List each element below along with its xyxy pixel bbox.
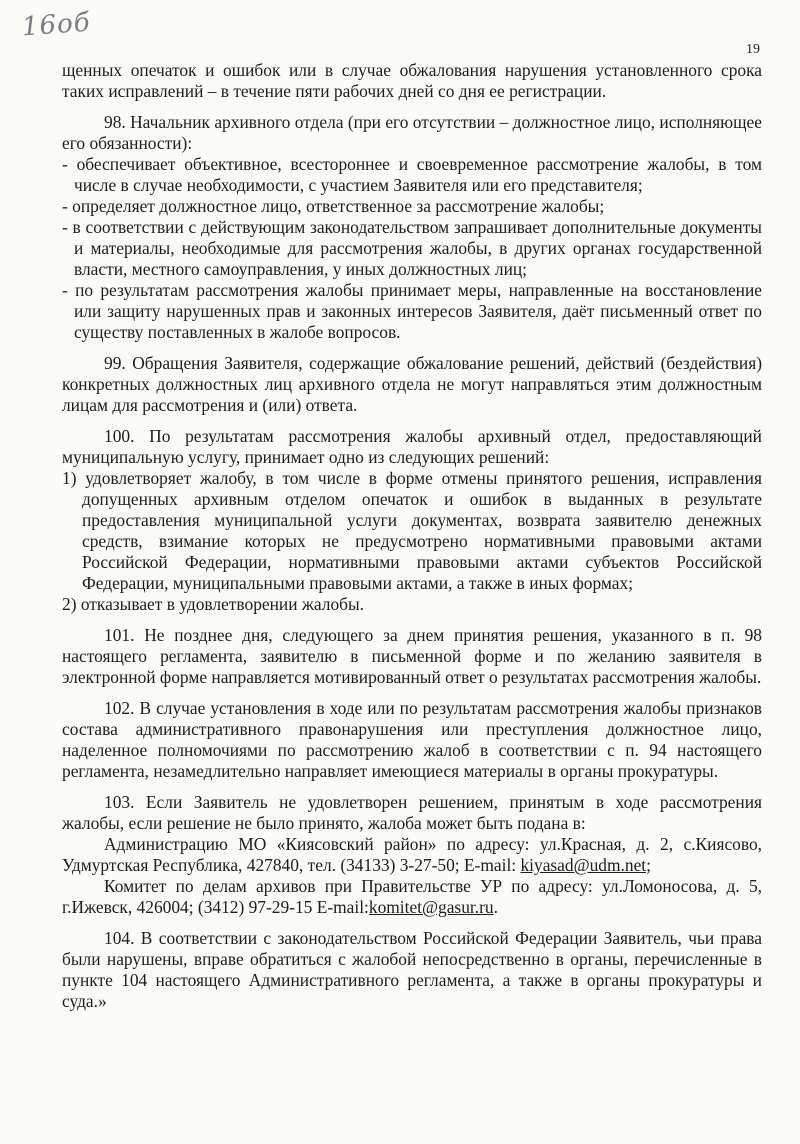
paragraph-98-item: - обеспечивает объективное, всестороннее и своевременное рассмотрение жалобы, в том числе в случае необходимости, с участием Заявителя или его представителя;: [62, 154, 762, 195]
paragraph-101: 101. Не позднее дня, следующего за днем принятия решения, указанного в п. 98 настоящего регламента, заявителю в письменной форме и по желанию заявителя в электронной форме направляется мотивированный ответ о результатах рассмотрения жалобы.: [62, 625, 762, 687]
paragraph-100-item: 2) отказывает в удовлетворении жалобы.: [62, 594, 365, 614]
paragraph-102: 102. В случае установления в ходе или по результатам рассмотрения жалобы признаков состава административного правонарушения или преступления должностное лицо, наделенное полномочиями по рассмотрению жалоб в соответствии с п. 94 настоящего регламента, незамедлительно направляет имеющиеся материалы в органы прокуратуры.: [62, 698, 762, 781]
paragraph-continuation: щенных опечаток и ошибок или в случае обжалования нарушения установленного срока таких исправлений – в течение пяти рабочих дней со дня ее регистрации.: [62, 60, 762, 101]
address-administration-tail: ;: [646, 855, 651, 875]
paragraph-98-item: - по результатам рассмотрения жалобы принимает меры, направленные на восстановление или защиту нарушенных прав и законных интересов Заявителя, даёт письменный ответ по существу поставленных в жалобе вопросов.: [62, 280, 762, 342]
address-archives-committee: [62, 876, 762, 918]
address-archives-committee-tail: .: [493, 897, 498, 917]
paragraph-98-intro: 98. Начальник архивного отдела (при его отсутствии – должностное лицо, исполняющее его обязанности):: [62, 112, 762, 153]
paragraph-99: 99. Обращения Заявителя, содержащие обжалование решений, действий (бездействия) конкретных должностных лиц архивного отдела не могут направляться этим должностным лицам для рассмотрения и (или) ответа.: [62, 353, 762, 415]
email-link-kiyasad[interactable]: kiyasad@udm.net: [520, 855, 647, 875]
paragraph-98-item: - в соответствии с действующим законодательством запрашивает дополнительные документы и материалы, необходимые для рассмотрения жалобы, в других органах государственной власти, местного самоуправления, у иных должностных лиц;: [62, 217, 762, 279]
paragraph-103: 103. Если Заявитель не удовлетворен решением, принятым в ходе рассмотрения жалобы, если решение не было принято, жалоба может быть подана в:: [62, 792, 762, 833]
paragraph-100-intro: 100. По результатам рассмотрения жалобы архивный отдел, предоставляющий муниципальную услугу, принимает одно из следующих решений:: [62, 426, 762, 467]
document-body: [62, 60, 762, 1012]
paragraph-100-item: 1) удовлетворяет жалобу, в том числе в форме отмены принятого решения, исправления допущенных архивным отделом опечаток и ошибок в выданных в результате предоставления муниципальной услуги документах, возврата заявителю денежных средств, взимание которых не предусмотрено нормативными правовыми актами Российской Федерации, нормативными правовыми актами субъектов Российской Федерации, муниципальными правовыми актами, а также в иных формах;: [62, 468, 762, 593]
email-link-komitet[interactable]: komitet@gasur.ru: [368, 897, 494, 917]
address-administration: [62, 834, 762, 876]
paragraph-98-item: - определяет должностное лицо, ответственное за рассмотрение жалобы;: [62, 196, 605, 216]
address-administration-text: Администрацию МО «Киясовский район» по адресу: ул.Красная, д. 2, с.Киясово, Удмуртская Республика, 427840, тел. (34133) 3-27-50; E-mail:: [62, 834, 762, 875]
handwritten-page-note: 16об: [21, 7, 92, 43]
paragraph-104: 104. В соответствии с законодательством Российской Федерации Заявитель, чьи права были нарушены, вправе обратиться с жалобой непосредственно в органы, перечисленные в пункте 104 настоящего Административного регламента, а также в органы прокуратуры и суда.»: [62, 928, 762, 1011]
address-archives-committee-text: Комитет по делам архивов при Правительстве УР по адресу: ул.Ломоносова, д. 5, г.Ижевск, 426004; (3412) 97-29-15 E-mail:: [62, 876, 762, 917]
page-number: 19: [746, 42, 760, 57]
